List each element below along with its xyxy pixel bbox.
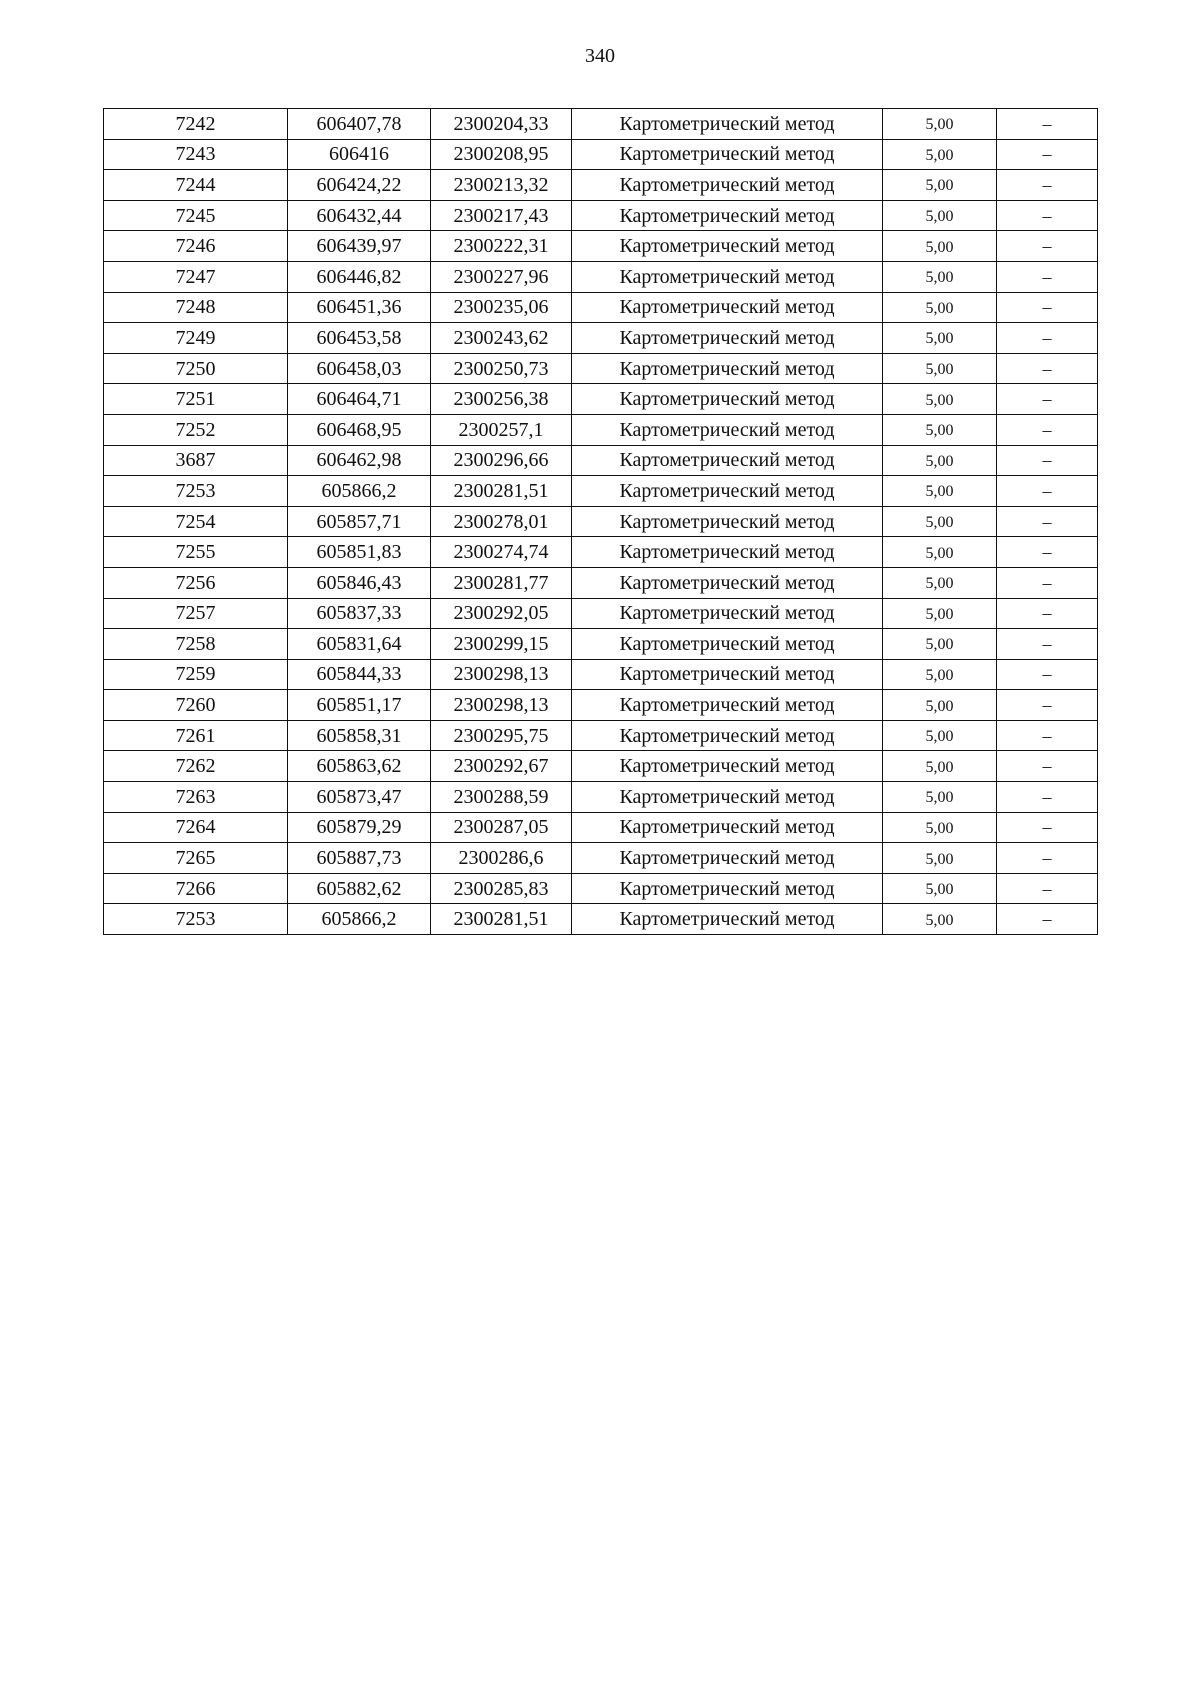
method-cell: Картометрический метод <box>572 873 883 904</box>
accuracy-cell: 5,00 <box>883 598 997 629</box>
method-cell: Картометрический метод <box>572 690 883 721</box>
table-row <box>104 659 1098 690</box>
point-number-cell: 7259 <box>104 659 288 690</box>
point-number-cell: 7257 <box>104 598 288 629</box>
point-number-cell: 7258 <box>104 629 288 660</box>
x-coordinate-cell: 605837,33 <box>288 598 431 629</box>
accuracy-cell: 5,00 <box>883 323 997 354</box>
method-cell: Картометрический метод <box>572 904 883 935</box>
x-coordinate-cell: 605879,29 <box>288 812 431 843</box>
table-row <box>104 353 1098 384</box>
method-cell: Картометрический метод <box>572 109 883 140</box>
note-cell: – <box>997 261 1098 292</box>
note-cell: – <box>997 567 1098 598</box>
y-coordinate-cell: 2300256,38 <box>431 384 572 415</box>
y-coordinate-cell: 2300281,51 <box>431 904 572 935</box>
method-cell: Картометрический метод <box>572 292 883 323</box>
point-number-cell: 7244 <box>104 170 288 201</box>
y-coordinate-cell: 2300281,77 <box>431 567 572 598</box>
accuracy-cell: 5,00 <box>883 200 997 231</box>
accuracy-cell: 5,00 <box>883 170 997 201</box>
x-coordinate-cell: 606468,95 <box>288 414 431 445</box>
y-coordinate-cell: 2300299,15 <box>431 629 572 660</box>
table-row <box>104 261 1098 292</box>
note-cell: – <box>997 323 1098 354</box>
method-cell: Картометрический метод <box>572 659 883 690</box>
y-coordinate-cell: 2300213,32 <box>431 170 572 201</box>
method-cell: Картометрический метод <box>572 384 883 415</box>
note-cell: – <box>997 414 1098 445</box>
note-cell: – <box>997 720 1098 751</box>
y-coordinate-cell: 2300296,66 <box>431 445 572 476</box>
accuracy-cell: 5,00 <box>883 690 997 721</box>
method-cell: Картометрический метод <box>572 353 883 384</box>
point-number-cell: 7254 <box>104 506 288 537</box>
accuracy-cell: 5,00 <box>883 567 997 598</box>
y-coordinate-cell: 2300287,05 <box>431 812 572 843</box>
method-cell: Картометрический метод <box>572 231 883 262</box>
accuracy-cell: 5,00 <box>883 506 997 537</box>
y-coordinate-cell: 2300257,1 <box>431 414 572 445</box>
point-number-cell: 7246 <box>104 231 288 262</box>
accuracy-cell: 5,00 <box>883 537 997 568</box>
y-coordinate-cell: 2300227,96 <box>431 261 572 292</box>
x-coordinate-cell: 606453,58 <box>288 323 431 354</box>
accuracy-cell: 5,00 <box>883 353 997 384</box>
accuracy-cell: 5,00 <box>883 476 997 507</box>
x-coordinate-cell: 605882,62 <box>288 873 431 904</box>
note-cell: – <box>997 751 1098 782</box>
point-number-cell: 7264 <box>104 812 288 843</box>
method-cell: Картометрический метод <box>572 843 883 874</box>
table-row <box>104 690 1098 721</box>
accuracy-cell: 5,00 <box>883 292 997 323</box>
accuracy-cell: 5,00 <box>883 414 997 445</box>
point-number-cell: 7265 <box>104 843 288 874</box>
accuracy-cell: 5,00 <box>883 231 997 262</box>
y-coordinate-cell: 2300295,75 <box>431 720 572 751</box>
note-cell: – <box>997 139 1098 170</box>
y-coordinate-cell: 2300286,6 <box>431 843 572 874</box>
x-coordinate-cell: 605831,64 <box>288 629 431 660</box>
x-coordinate-cell: 605846,43 <box>288 567 431 598</box>
table-row <box>104 506 1098 537</box>
table-row <box>104 109 1098 140</box>
x-coordinate-cell: 606407,78 <box>288 109 431 140</box>
point-number-cell: 7261 <box>104 720 288 751</box>
note-cell: – <box>997 812 1098 843</box>
y-coordinate-cell: 2300274,74 <box>431 537 572 568</box>
page-number: 340 <box>585 45 615 67</box>
note-cell: – <box>997 445 1098 476</box>
y-coordinate-cell: 2300292,05 <box>431 598 572 629</box>
note-cell: – <box>997 904 1098 935</box>
method-cell: Картометрический метод <box>572 629 883 660</box>
note-cell: – <box>997 231 1098 262</box>
accuracy-cell: 5,00 <box>883 629 997 660</box>
y-coordinate-cell: 2300281,51 <box>431 476 572 507</box>
point-number-cell: 7248 <box>104 292 288 323</box>
note-cell: – <box>997 170 1098 201</box>
method-cell: Картометрический метод <box>572 782 883 813</box>
x-coordinate-cell: 605887,73 <box>288 843 431 874</box>
note-cell: – <box>997 782 1098 813</box>
x-coordinate-cell: 605866,2 <box>288 476 431 507</box>
x-coordinate-cell: 606462,98 <box>288 445 431 476</box>
note-cell: – <box>997 843 1098 874</box>
point-number-cell: 7253 <box>104 476 288 507</box>
x-coordinate-cell: 605866,2 <box>288 904 431 935</box>
table-row <box>104 843 1098 874</box>
x-coordinate-cell: 605844,33 <box>288 659 431 690</box>
method-cell: Картометрический метод <box>572 506 883 537</box>
note-cell: – <box>997 598 1098 629</box>
x-coordinate-cell: 605851,83 <box>288 537 431 568</box>
table-body <box>104 109 1098 935</box>
method-cell: Картометрический метод <box>572 537 883 568</box>
method-cell: Картометрический метод <box>572 170 883 201</box>
method-cell: Картометрический метод <box>572 567 883 598</box>
note-cell: – <box>997 109 1098 140</box>
method-cell: Картометрический метод <box>572 323 883 354</box>
note-cell: – <box>997 506 1098 537</box>
x-coordinate-cell: 606446,82 <box>288 261 431 292</box>
accuracy-cell: 5,00 <box>883 720 997 751</box>
x-coordinate-cell: 606451,36 <box>288 292 431 323</box>
table-row <box>104 751 1098 782</box>
table-row <box>104 567 1098 598</box>
method-cell: Картометрический метод <box>572 598 883 629</box>
y-coordinate-cell: 2300217,43 <box>431 200 572 231</box>
note-cell: – <box>997 537 1098 568</box>
y-coordinate-cell: 2300222,31 <box>431 231 572 262</box>
accuracy-cell: 5,00 <box>883 873 997 904</box>
accuracy-cell: 5,00 <box>883 445 997 476</box>
accuracy-cell: 5,00 <box>883 751 997 782</box>
x-coordinate-cell: 606432,44 <box>288 200 431 231</box>
table-row <box>104 323 1098 354</box>
table-row <box>104 782 1098 813</box>
note-cell: – <box>997 659 1098 690</box>
y-coordinate-cell: 2300292,67 <box>431 751 572 782</box>
point-number-cell: 7262 <box>104 751 288 782</box>
point-number-cell: 7245 <box>104 200 288 231</box>
x-coordinate-cell: 605857,71 <box>288 506 431 537</box>
method-cell: Картометрический метод <box>572 139 883 170</box>
y-coordinate-cell: 2300235,06 <box>431 292 572 323</box>
x-coordinate-cell: 606464,71 <box>288 384 431 415</box>
point-number-cell: 7252 <box>104 414 288 445</box>
note-cell: – <box>997 873 1098 904</box>
y-coordinate-cell: 2300288,59 <box>431 782 572 813</box>
note-cell: – <box>997 384 1098 415</box>
table-row <box>104 414 1098 445</box>
x-coordinate-cell: 606458,03 <box>288 353 431 384</box>
table-row <box>104 537 1098 568</box>
y-coordinate-cell: 2300208,95 <box>431 139 572 170</box>
table-row <box>104 384 1098 415</box>
y-coordinate-cell: 2300243,62 <box>431 323 572 354</box>
table-row <box>104 904 1098 935</box>
coordinates-table <box>103 108 1098 935</box>
y-coordinate-cell: 2300298,13 <box>431 659 572 690</box>
accuracy-cell: 5,00 <box>883 109 997 140</box>
note-cell: – <box>997 200 1098 231</box>
table-row <box>104 170 1098 201</box>
x-coordinate-cell: 605858,31 <box>288 720 431 751</box>
y-coordinate-cell: 2300250,73 <box>431 353 572 384</box>
y-coordinate-cell: 2300285,83 <box>431 873 572 904</box>
x-coordinate-cell: 605863,62 <box>288 751 431 782</box>
table-row <box>104 231 1098 262</box>
accuracy-cell: 5,00 <box>883 782 997 813</box>
point-number-cell: 7255 <box>104 537 288 568</box>
method-cell: Картометрический метод <box>572 200 883 231</box>
note-cell: – <box>997 629 1098 660</box>
point-number-cell: 7250 <box>104 353 288 384</box>
accuracy-cell: 5,00 <box>883 812 997 843</box>
point-number-cell: 7243 <box>104 139 288 170</box>
table-row <box>104 200 1098 231</box>
y-coordinate-cell: 2300298,13 <box>431 690 572 721</box>
x-coordinate-cell: 606424,22 <box>288 170 431 201</box>
method-cell: Картометрический метод <box>572 751 883 782</box>
point-number-cell: 7263 <box>104 782 288 813</box>
table-row <box>104 873 1098 904</box>
method-cell: Картометрический метод <box>572 812 883 843</box>
method-cell: Картометрический метод <box>572 261 883 292</box>
note-cell: – <box>997 353 1098 384</box>
method-cell: Картометрический метод <box>572 414 883 445</box>
accuracy-cell: 5,00 <box>883 843 997 874</box>
note-cell: – <box>997 292 1098 323</box>
y-coordinate-cell: 2300278,01 <box>431 506 572 537</box>
point-number-cell: 7256 <box>104 567 288 598</box>
point-number-cell: 7249 <box>104 323 288 354</box>
accuracy-cell: 5,00 <box>883 384 997 415</box>
table-row <box>104 812 1098 843</box>
table-row <box>104 598 1098 629</box>
point-number-cell: 7251 <box>104 384 288 415</box>
table-row <box>104 476 1098 507</box>
note-cell: – <box>997 476 1098 507</box>
table-row <box>104 445 1098 476</box>
x-coordinate-cell: 606439,97 <box>288 231 431 262</box>
method-cell: Картометрический метод <box>572 476 883 507</box>
accuracy-cell: 5,00 <box>883 904 997 935</box>
accuracy-cell: 5,00 <box>883 261 997 292</box>
method-cell: Картометрический метод <box>572 445 883 476</box>
x-coordinate-cell: 606416 <box>288 139 431 170</box>
point-number-cell: 7242 <box>104 109 288 140</box>
note-cell: – <box>997 690 1098 721</box>
x-coordinate-cell: 605851,17 <box>288 690 431 721</box>
accuracy-cell: 5,00 <box>883 139 997 170</box>
point-number-cell: 7247 <box>104 261 288 292</box>
y-coordinate-cell: 2300204,33 <box>431 109 572 140</box>
x-coordinate-cell: 605873,47 <box>288 782 431 813</box>
point-number-cell: 7260 <box>104 690 288 721</box>
table-row <box>104 139 1098 170</box>
method-cell: Картометрический метод <box>572 720 883 751</box>
table-row <box>104 292 1098 323</box>
point-number-cell: 3687 <box>104 445 288 476</box>
point-number-cell: 7266 <box>104 873 288 904</box>
table-row <box>104 629 1098 660</box>
table-row <box>104 720 1098 751</box>
point-number-cell: 7253 <box>104 904 288 935</box>
accuracy-cell: 5,00 <box>883 659 997 690</box>
